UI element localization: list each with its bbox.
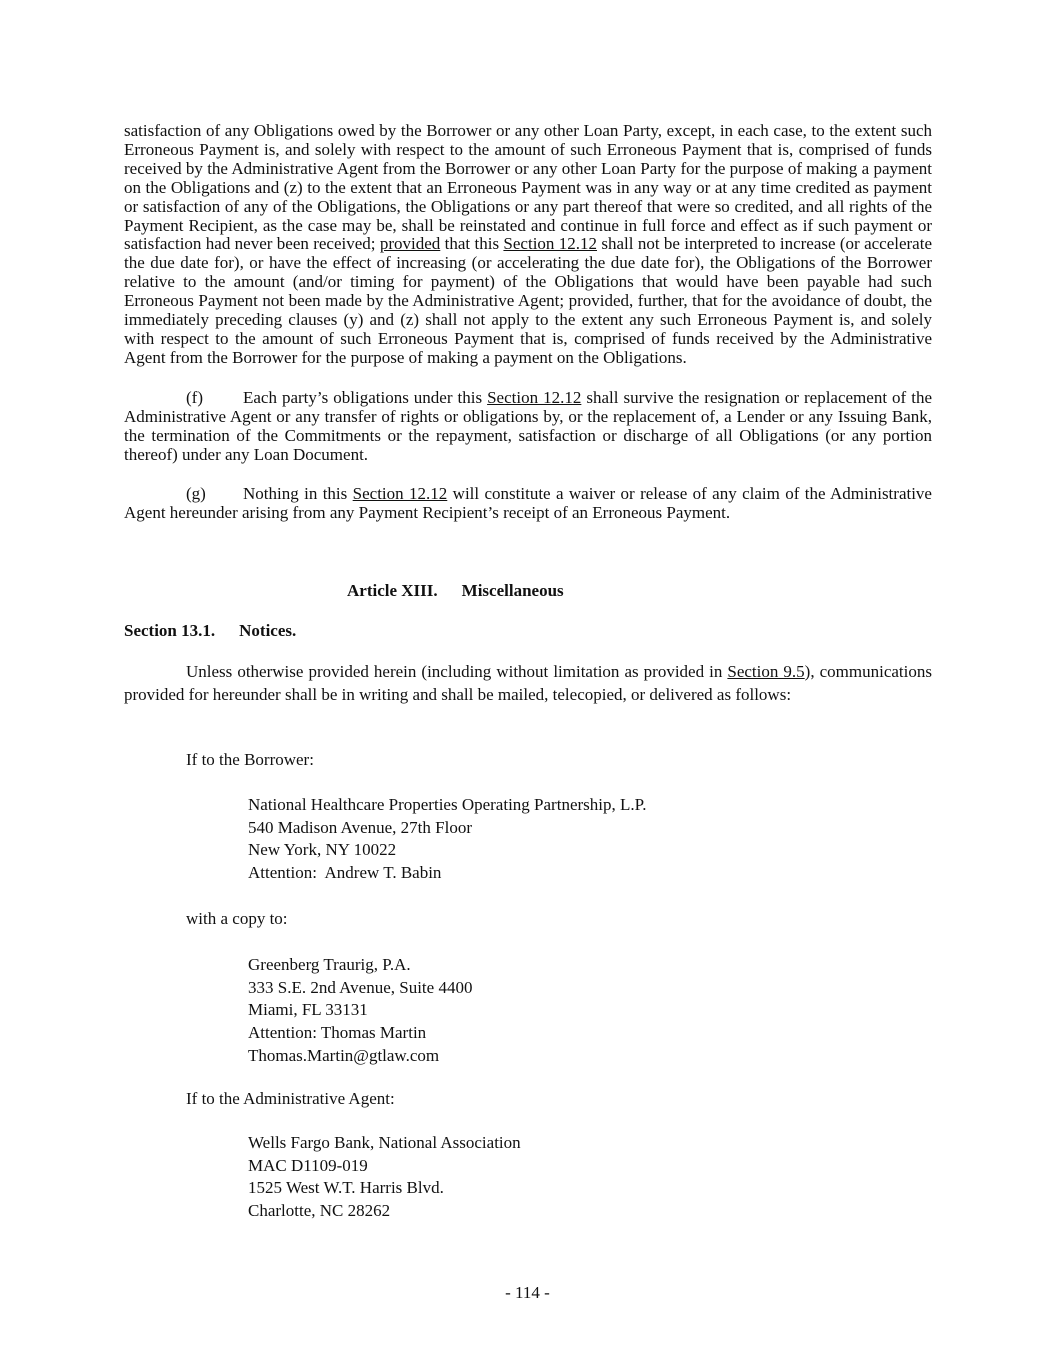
address-line: Wells Fargo Bank, National Association xyxy=(248,1133,521,1152)
article-title: Miscellaneous xyxy=(461,581,564,600)
paragraph-g-label: (g) xyxy=(186,484,206,504)
notices-paragraph-block xyxy=(124,660,932,706)
address-line: MAC D1109-019 xyxy=(248,1155,368,1175)
page-number: - 114 - xyxy=(505,1283,550,1302)
agent-address xyxy=(248,1132,521,1223)
paragraph-g xyxy=(124,485,932,523)
continued-paragraph xyxy=(124,122,932,368)
address-line: Charlotte, NC 28262 xyxy=(248,1201,391,1221)
article-heading xyxy=(347,581,564,601)
address-line: Attention: Thomas Martin xyxy=(248,1023,427,1043)
email-address: Thomas.Martin@gtlaw.com xyxy=(248,1045,440,1065)
section-heading xyxy=(124,621,296,641)
continued-paragraph-text-1: satisfaction of any Obligations owed by the Borrower or any other Loan Party, except, in each case, to the extent such Erroneous Payment is, and solely with respect to the amount of such Erroneous Payment that is, comprised of funds received by the Administrative Agent from the Borrower or any other Loan Party for the purpose of making a payment on the Obligations and (z) to the extent that an Erroneous Payment was in any way or at any time credited as payment or satisfaction of any of the Obligations, the Obligations or any part thereof that were so credited, and all rights of the Payment Recipient, as the case may be, shall be reinstated and continue in full force and effect as if such payment or satisfaction had never been received; xyxy=(124,121,932,254)
address-line: 333 S.E. 2nd Avenue, Suite 4400 xyxy=(248,977,473,997)
borrower-heading: If to the Borrower: xyxy=(186,750,314,769)
paragraph-f-text-2: shall survive the resignation or replacement of the Administrative Agent or any transfer of rights or obligations by, or the replacement of, a Lender or any Issuing Bank, the termination of the Commitments or the repayment, satisfaction or discharge of all Obligations (or any portion thereof) under any Loan Document. xyxy=(124,387,932,464)
address-line: National Healthcare Properties Operating Partnership, L.P. xyxy=(248,795,647,814)
paragraph-g-text-2: will constitute a waiver or release of any claim of the Administrative Agent hereunder arising from any Payment Recipient’s receipt of an Erroneous Payment. xyxy=(124,484,932,523)
continued-paragraph-block xyxy=(124,122,932,523)
borrower-address xyxy=(248,794,646,885)
paragraph-f xyxy=(124,389,932,465)
address-line: Attention: Andrew T. Babin xyxy=(248,863,442,883)
address-line: 540 Madison Avenue, 27th Floor xyxy=(248,817,472,837)
section-12-12-reference: Section 12.12 xyxy=(503,234,598,254)
notices-paragraph-text-2: ), communications provided for hereunder shall be in writing and shall be mailed, telecopied, or delivered as follows: xyxy=(124,662,932,704)
section-number: Section 13.1. xyxy=(124,621,216,640)
address-line: New York, NY 10022 xyxy=(248,840,397,860)
address-line: 1525 West W.T. Harris Blvd. xyxy=(248,1178,444,1198)
section-12-12-reference: Section 12.12 xyxy=(487,387,582,407)
section-12-12-reference: Section 12.12 xyxy=(352,484,448,504)
continued-paragraph-text-2: that this xyxy=(440,234,504,254)
article-number: Article XIII. xyxy=(347,581,438,600)
copy-address xyxy=(248,954,472,1068)
continued-paragraph-text-3: shall not be interpreted to increase (or accelerate the due date for), or have the effect of increasing (or accelerating the due date for), the Obligations of the Borrower relative to the amount (and/or timing for payment) of the Obligations that would have been payable had such Erroneous Payment not been made by the Administrative Agent; provided, further, that for the avoidance of doubt, the immediately preceding clauses (y) and (z) shall not apply to the extent any such Erroneous Payment is, and solely with respect to the amount of such Erroneous Payment that is, comprised of funds received by the Administrative Agent from the Borrower for the purpose of making a payment on the Obligations. xyxy=(124,234,932,367)
notices-paragraph-text-1: Unless otherwise provided herein (including without limitation as provided in xyxy=(186,662,728,681)
copy-heading: with a copy to: xyxy=(186,909,288,928)
section-9-5-reference: Section 9.5 xyxy=(727,662,805,681)
paragraph-f-text-1: Each party’s obligations under this xyxy=(243,387,488,407)
paragraph-g-text-1: Nothing in this xyxy=(243,484,353,504)
paragraph-f-label: (f) xyxy=(186,387,203,407)
agent-heading: If to the Administrative Agent: xyxy=(186,1089,395,1108)
address-line: Miami, FL 33131 xyxy=(248,1000,368,1020)
section-title: Notices. xyxy=(239,621,297,640)
notices-paragraph xyxy=(124,660,932,706)
provided-term: provided xyxy=(379,234,441,254)
address-line: Greenberg Traurig, P.A. xyxy=(248,955,411,974)
